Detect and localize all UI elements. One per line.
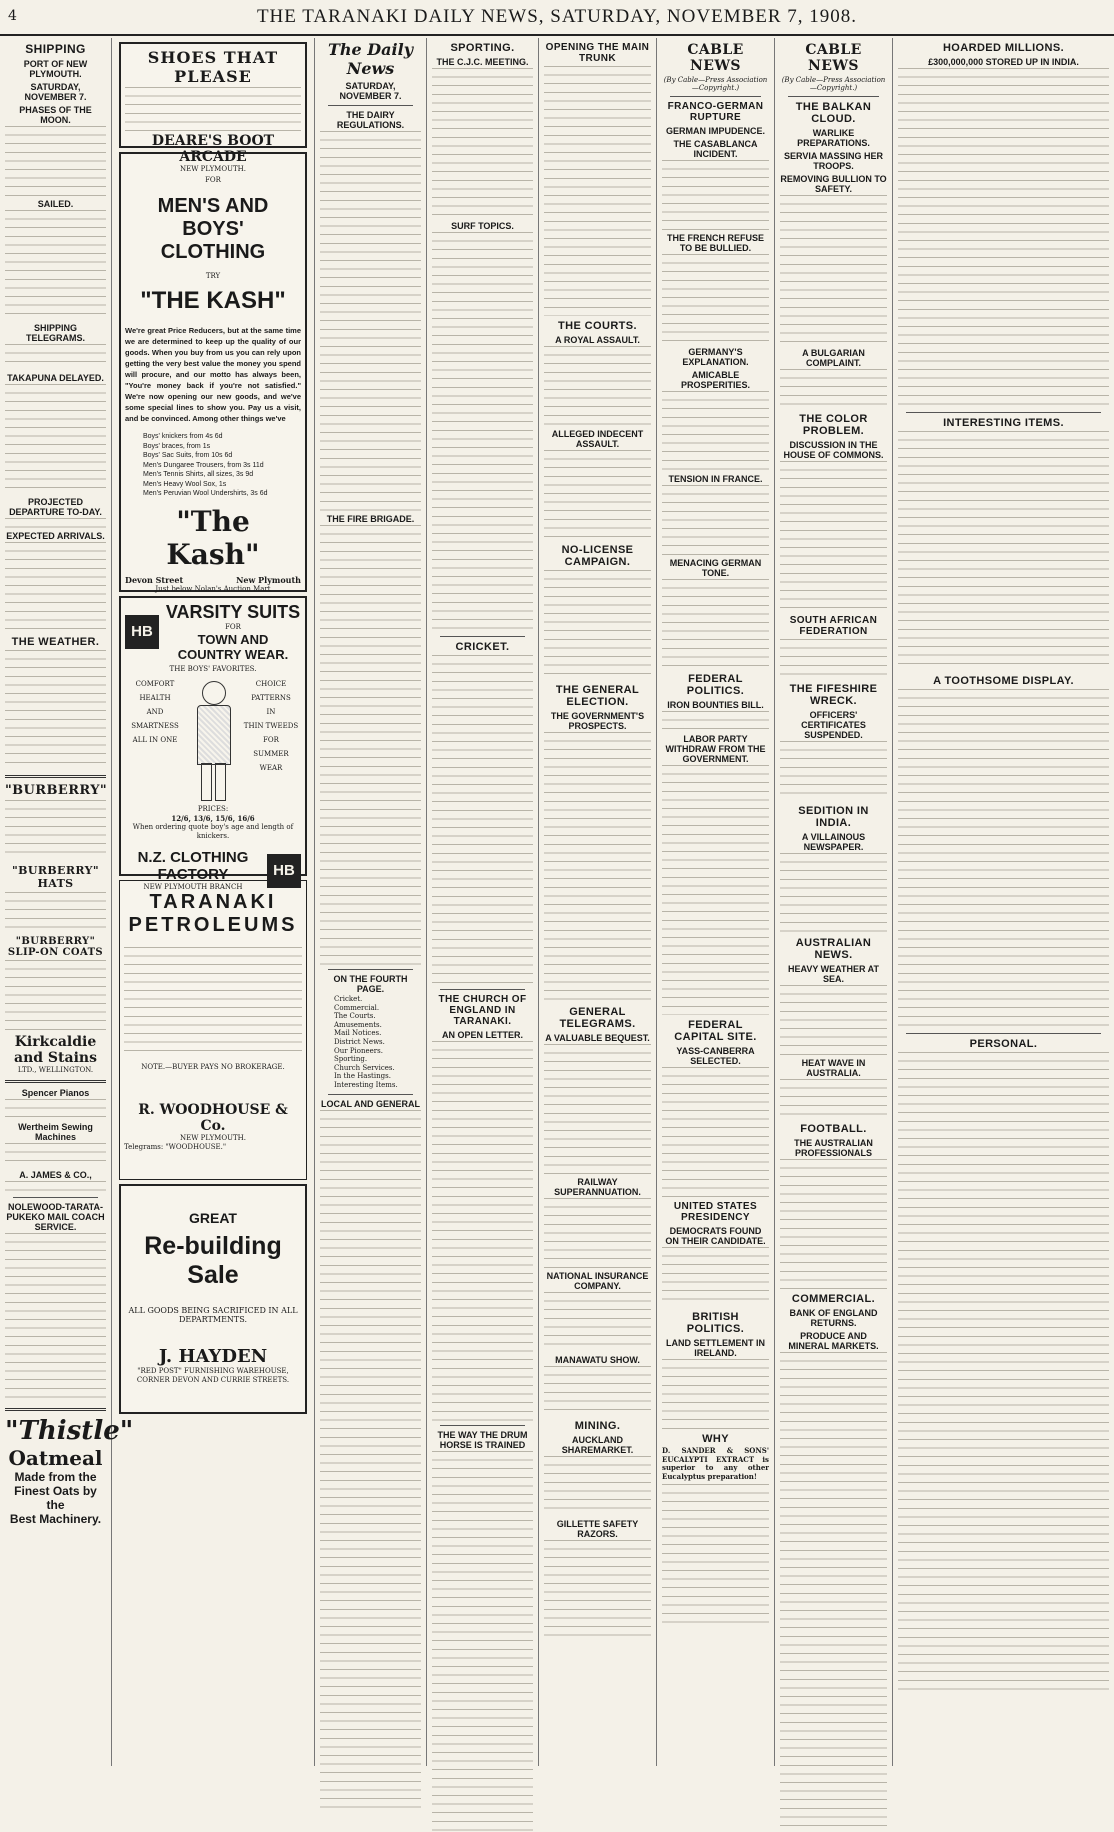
fourth-page-item: Interesting Items. bbox=[334, 1080, 398, 1089]
fourth-page-item: Our Pioneers. bbox=[334, 1046, 383, 1055]
subheading: LAND SETTLEMENT IN IRELAND. bbox=[666, 1338, 765, 1358]
varsity-favorites: THE BOYS' FAVORITES. bbox=[169, 665, 257, 673]
section-heading: THE FIFESHIRE WRECK. bbox=[789, 683, 878, 707]
text-block bbox=[432, 655, 533, 985]
divider bbox=[670, 96, 761, 97]
kash-clothing: CLOTHING bbox=[160, 241, 266, 263]
column-shipping bbox=[0, 38, 134, 1766]
section-heading: PERSONAL. bbox=[969, 1038, 1038, 1050]
subheading: A BULGARIAN COMPLAINT. bbox=[802, 348, 865, 368]
hayden-name: J. HAYDEN bbox=[158, 1346, 268, 1367]
subheading: AN OPEN LETTER. bbox=[441, 1030, 523, 1040]
subheading: THE CASABLANCA INCIDENT. bbox=[673, 139, 758, 159]
kash-item: Men's Dungaree Trousers, from 3s 11d bbox=[143, 461, 264, 469]
choice-line: THIN TWEEDS bbox=[243, 722, 299, 730]
text-block bbox=[780, 741, 887, 801]
text-block bbox=[780, 1352, 887, 1832]
boy-illustration bbox=[191, 681, 235, 801]
text-block bbox=[432, 1451, 533, 1831]
section-heading: THE GENERAL ELECTION. bbox=[555, 684, 640, 708]
column-items bbox=[893, 38, 1114, 1766]
section-heading: INTERESTING ITEMS. bbox=[943, 417, 1064, 429]
section-heading: NO-LICENSE CAMPAIGN. bbox=[561, 544, 634, 568]
text-block bbox=[898, 68, 1109, 408]
section-heading: THE CHURCH OF ENGLAND IN TARANAKI. bbox=[438, 994, 527, 1027]
divider bbox=[906, 412, 1101, 413]
divider bbox=[788, 96, 879, 97]
section-heading: SPORTING. bbox=[450, 42, 515, 54]
fourth-page-item: Sporting. bbox=[334, 1055, 368, 1064]
subheading: GERMANY'S EXPLANATION. bbox=[682, 347, 749, 367]
kirkcaldie-sub: LTD., WELLINGTON. bbox=[17, 1066, 94, 1074]
text-block bbox=[662, 1247, 769, 1307]
kash-item: Boys' braces, from 1s bbox=[143, 442, 211, 450]
subheading: £300,000,000 STORED UP IN INDIA. bbox=[928, 57, 1079, 67]
subheading: GERMAN IMPUDENCE. bbox=[665, 126, 765, 136]
kash-item: Men's Tennis Shirts, all sizes, 3s 9d bbox=[143, 471, 254, 478]
text-block bbox=[662, 254, 769, 344]
section-heading: OPENING THE MAIN TRUNK bbox=[545, 42, 650, 64]
section-heading: THE COLOR PROBLEM. bbox=[799, 413, 868, 437]
choice-line: WEAR bbox=[259, 764, 283, 772]
kirkcaldie-ad-title: Kirkcaldie and Stains bbox=[14, 1034, 97, 1066]
kash-body: We're great Price Reducers, but at the same time we are determined to keep up the quality of our goods. When you buy from us you can rely upon getting the very best value the money you spend will procure, and our motto has always been, "You're money back if you're not satisfied." We're now opening our new goods, and we've some special lines to show you. Pay us a visit, and be convinced. Among other things we've bbox=[125, 326, 301, 423]
text-block bbox=[5, 344, 106, 370]
subheading: SERVIA MASSING HER TROOPS. bbox=[783, 151, 884, 171]
subheading: Wertheim Sewing Machines bbox=[18, 1122, 93, 1142]
text-block bbox=[544, 1366, 651, 1416]
deares-name: DEARE'S BOOT ARCADE bbox=[151, 133, 275, 165]
subheading: A. JAMES & CO., bbox=[19, 1170, 92, 1180]
divider bbox=[440, 1425, 525, 1426]
fourth-page-list bbox=[334, 995, 421, 1090]
text-block bbox=[5, 210, 106, 320]
shoes-ad-title: SHOES THAT PLEASE bbox=[147, 48, 279, 86]
text-block bbox=[5, 960, 106, 1030]
text-block bbox=[662, 160, 769, 230]
fourth-page-item: Mail Notices. bbox=[334, 1029, 382, 1038]
section-heading: THE WEATHER. bbox=[11, 636, 100, 648]
choice-line: CHOICE PATTERNS bbox=[251, 680, 291, 702]
deares-sub: NEW PLYMOUTH. bbox=[180, 165, 246, 173]
text-block bbox=[5, 1233, 106, 1403]
choice-line: IN bbox=[266, 708, 276, 716]
text-block bbox=[5, 542, 106, 632]
masthead-title: THE TARANAKI DAILY NEWS, SATURDAY, NOVEMBER 7, 1908. bbox=[256, 6, 858, 27]
column-general bbox=[539, 38, 657, 1766]
comfort-line: SMARTNESS bbox=[131, 722, 179, 730]
shoes-ad bbox=[119, 42, 307, 173]
comfort-line: COMFORT bbox=[135, 680, 175, 688]
woodhouse-name: R. WOODHOUSE & Co. bbox=[138, 1102, 288, 1134]
text-block bbox=[662, 579, 769, 669]
subheading: DEMOCRATS FOUND ON THEIR CANDIDATE. bbox=[665, 1226, 766, 1246]
subheading: THE DAIRY REGULATIONS. bbox=[336, 110, 405, 130]
section-heading: FEDERAL POLITICS. bbox=[686, 673, 745, 697]
fourth-page-item: Church Services. bbox=[334, 1063, 395, 1072]
text-block bbox=[544, 346, 651, 426]
subheading: OFFICERS' CERTIFICATES SUSPENDED. bbox=[801, 710, 866, 740]
subheading: NOLEWOOD-TARATA-PUKEKO MAIL COACH SERVICE. bbox=[6, 1202, 105, 1232]
subheading: THE FRENCH REFUSE TO BE BULLIED. bbox=[666, 233, 764, 253]
petro-note: NOTE.—BUYER PAYS NO BROKERAGE. bbox=[141, 1063, 285, 1071]
fourth-page-item: Cricket. bbox=[334, 995, 363, 1003]
woodhouse-sub: NEW PLYMOUTH. bbox=[180, 1134, 246, 1142]
text-block bbox=[898, 1052, 1109, 1692]
comfort-line: ALL IN ONE bbox=[132, 736, 178, 744]
subheading: LOCAL AND GENERAL bbox=[321, 1098, 420, 1109]
kash-nolan: Just below Nolan's Auction Mart bbox=[155, 584, 271, 593]
text-block bbox=[662, 1067, 769, 1197]
text-block bbox=[124, 947, 302, 1057]
text-block bbox=[320, 131, 421, 511]
subheading: THE WAY THE DRUM HORSE IS TRAINED bbox=[437, 1430, 528, 1450]
choice-line: SUMMER bbox=[253, 750, 289, 758]
section-heading: BRITISH POLITICS. bbox=[686, 1311, 745, 1335]
text-block bbox=[544, 1456, 651, 1516]
text-block bbox=[662, 391, 769, 471]
subheading: SATURDAY, NOVEMBER 7. bbox=[24, 82, 87, 102]
oatmeal-title: Oatmeal bbox=[8, 1446, 103, 1470]
divider bbox=[328, 969, 413, 970]
oatmeal-line: Best Machinery. bbox=[9, 1512, 102, 1526]
comfort-line: AND bbox=[146, 708, 164, 716]
text-block bbox=[432, 232, 533, 632]
taranaki-title: TARANAKI bbox=[149, 891, 277, 913]
subheading: PORT OF NEW PLYMOUTH. bbox=[23, 59, 88, 79]
section-heading: CABLE NEWS bbox=[687, 42, 744, 74]
section-heading: AUSTRALIAN NEWS. bbox=[795, 937, 872, 961]
fourth-page-item: In the Hastings. bbox=[334, 1072, 391, 1081]
subheading: NATIONAL INSURANCE COMPANY. bbox=[546, 1271, 649, 1291]
text-block bbox=[5, 1099, 106, 1119]
subheading: SATURDAY, NOVEMBER 7. bbox=[339, 81, 402, 101]
petroleums-ad bbox=[119, 880, 307, 1180]
text-block bbox=[5, 800, 106, 860]
subheading: AUCKLAND SHAREMARKET. bbox=[561, 1435, 634, 1455]
choice-line: FOR bbox=[263, 736, 279, 744]
text-block bbox=[5, 126, 106, 196]
subheading: RAILWAY SUPERANNUATION. bbox=[554, 1177, 641, 1197]
fourth-page-item: The Courts. bbox=[334, 1012, 376, 1021]
ordering-note: When ordering quote boy's age and length of knickers. bbox=[132, 823, 294, 840]
text-block bbox=[544, 1292, 651, 1352]
subheading: SURF TOPICS. bbox=[451, 221, 514, 231]
text-block bbox=[662, 1359, 769, 1429]
text-block bbox=[5, 650, 106, 770]
oatmeal-line: Finest Oats by the bbox=[14, 1484, 97, 1512]
divider bbox=[5, 775, 106, 778]
text-block bbox=[5, 384, 106, 494]
text-block bbox=[432, 68, 533, 218]
subheading: LABOR PARTY WITHDRAW FROM THE GOVERNMENT. bbox=[665, 734, 766, 764]
text-block bbox=[5, 1143, 106, 1167]
text-block bbox=[320, 1110, 421, 1810]
hb-logo: HB bbox=[125, 615, 159, 649]
thistle-ad-title: "Thistle" bbox=[5, 1416, 134, 1446]
section-heading: FRANCO-GERMAN RUPTURE bbox=[667, 101, 764, 123]
subheading: YASS-CANBERRA SELECTED. bbox=[676, 1046, 755, 1066]
subheading: PHASES OF THE MOON. bbox=[19, 105, 92, 125]
text-block bbox=[898, 689, 1109, 1029]
nzcf-footer bbox=[125, 849, 301, 892]
section-heading: A TOOTHSOME DISPLAY. bbox=[933, 675, 1074, 687]
kash-ad bbox=[119, 152, 307, 592]
varsity-body bbox=[125, 677, 301, 805]
kash-try: TRY bbox=[205, 272, 221, 280]
varsity-titles bbox=[165, 602, 301, 662]
subheading: REMOVING BULLION TO SAFETY. bbox=[780, 174, 887, 194]
rebuilding-title: Re-building Sale bbox=[144, 1232, 282, 1289]
subheading: PROJECTED DEPARTURE TO-DAY. bbox=[9, 497, 102, 517]
great-label: GREAT bbox=[189, 1210, 237, 1226]
subheading: THE C.J.C. MEETING. bbox=[436, 57, 529, 67]
hb-logo: HB bbox=[267, 854, 301, 888]
divider bbox=[5, 1080, 106, 1083]
fourth-page-item: Amusements. bbox=[334, 1020, 382, 1029]
kash-big-name: "The Kash" bbox=[166, 504, 260, 571]
text-block bbox=[5, 1181, 106, 1193]
kash-item: Men's Heavy Wool Sox, 1s bbox=[143, 480, 227, 488]
nzcf-titles bbox=[125, 849, 261, 892]
subheading: AMICABLE PROSPERITIES. bbox=[680, 370, 751, 390]
kash-town: New Plymouth bbox=[236, 574, 301, 585]
text-block bbox=[320, 525, 421, 965]
subheading: Spencer Pianos bbox=[21, 1088, 90, 1098]
text-block bbox=[544, 450, 651, 540]
text-block bbox=[780, 369, 887, 409]
masthead bbox=[0, 0, 1114, 36]
subheading: SHIPPING TELEGRAMS. bbox=[25, 323, 85, 343]
subheading: DISCUSSION IN THE HOUSE OF COMMONS. bbox=[783, 440, 884, 460]
text-block bbox=[125, 87, 301, 131]
subheading: IRON BOUNTIES BILL. bbox=[667, 700, 764, 710]
divider bbox=[440, 989, 525, 990]
text-block bbox=[662, 485, 769, 555]
subheading: TAKAPUNA DELAYED. bbox=[7, 373, 104, 383]
text-block bbox=[544, 66, 651, 316]
subheading: ON THE FOURTH PAGE. bbox=[333, 974, 408, 994]
copyright-note: (By Cable—Press Association—Copyright.) bbox=[781, 76, 886, 92]
text-block bbox=[544, 570, 651, 680]
text-block bbox=[780, 853, 887, 933]
subheading: GILLETTE SAFETY RAZORS. bbox=[556, 1519, 639, 1539]
section-heading: GENERAL TELEGRAMS. bbox=[559, 1006, 636, 1030]
section-heading: FOOTBALL. bbox=[800, 1123, 867, 1135]
nzcf-title: N.Z. CLOTHING FACTORY bbox=[137, 849, 249, 883]
petroleums-title: PETROLEUMS bbox=[128, 914, 298, 936]
kash-item: Boys' knickers from 4s 6d bbox=[143, 433, 223, 440]
section-heading: HOARDED MILLIONS. bbox=[942, 42, 1065, 54]
section-heading: COMMERCIAL. bbox=[791, 1293, 876, 1305]
divider bbox=[906, 1033, 1101, 1034]
sander-ad-text: D. SANDER & SONS' EUCALYPTI EXTRACT is superior to any other Eucalyptus preparation! bbox=[662, 1446, 769, 1481]
divider bbox=[328, 1094, 413, 1095]
varsity-for: FOR bbox=[225, 623, 241, 631]
section-heading: SOUTH AFRICAN FEDERATION bbox=[789, 615, 878, 637]
sacrificed-line: ALL GOODS BEING SACRIFICED IN ALL DEPARTMENTS. bbox=[128, 1306, 298, 1324]
nzcf-branch: NEW PLYMOUTH BRANCH bbox=[143, 883, 243, 891]
subheading: TENSION IN FRANCE. bbox=[668, 474, 763, 484]
text-block bbox=[898, 431, 1109, 671]
section-heading: UNITED STATES PRESIDENCY bbox=[673, 1201, 758, 1223]
varsity-title: VARSITY SUITS bbox=[165, 602, 301, 622]
subheading: SAILED. bbox=[37, 199, 74, 209]
subheading: ALLEGED INDECENT ASSAULT. bbox=[551, 429, 644, 449]
choice-list bbox=[241, 677, 301, 775]
section-heading: FEDERAL CAPITAL SITE. bbox=[674, 1019, 757, 1043]
text-block bbox=[780, 461, 887, 611]
kash-item-list bbox=[143, 432, 301, 499]
text-block bbox=[780, 1079, 887, 1119]
text-block bbox=[5, 518, 106, 528]
divider bbox=[440, 636, 525, 637]
varsity-town: TOWN AND COUNTRY WEAR. bbox=[177, 632, 289, 662]
section-heading: MINING. bbox=[574, 1420, 621, 1432]
section-heading: THE BALKAN CLOUD. bbox=[795, 101, 872, 125]
subheading: HEAT WAVE IN AUSTRALIA. bbox=[801, 1058, 866, 1078]
text-block bbox=[780, 985, 887, 1055]
subheading: EXPECTED ARRIVALS. bbox=[6, 531, 105, 541]
divider bbox=[328, 105, 413, 106]
ad-heading: "BURBERRY" bbox=[5, 783, 108, 798]
divider bbox=[5, 1408, 106, 1411]
subheading: THE AUSTRALIAN PROFESSIONALS bbox=[794, 1138, 873, 1158]
editorial-title: The Daily News bbox=[328, 40, 413, 78]
kash-address bbox=[125, 575, 301, 585]
text-block bbox=[662, 1484, 769, 1624]
fourth-page-item: Commercial. bbox=[334, 1003, 380, 1012]
text-block bbox=[662, 765, 769, 1015]
text-block bbox=[780, 1159, 887, 1289]
comfort-line: HEALTH bbox=[139, 694, 171, 702]
subheading: A VALUABLE BEQUEST. bbox=[545, 1033, 650, 1043]
text-block bbox=[544, 1540, 651, 1640]
section-heading: CABLE NEWS bbox=[805, 42, 862, 74]
column-cable-news-1 bbox=[657, 38, 775, 1766]
section-heading: SEDITION IN INDIA. bbox=[798, 805, 869, 829]
text-block bbox=[544, 1198, 651, 1268]
subheading: PRODUCE AND MINERAL MARKETS. bbox=[788, 1331, 879, 1351]
subheading: MANAWATU SHOW. bbox=[555, 1355, 640, 1365]
text-block bbox=[544, 732, 651, 1002]
fourth-page-item: District News. bbox=[334, 1037, 385, 1046]
kash-mens: MEN'S AND BOYS' bbox=[157, 195, 269, 240]
kash-item: Boys' Sac Suits, from 10s 6d bbox=[143, 452, 233, 459]
text-block bbox=[5, 892, 106, 932]
subheading: MENACING GERMAN TONE. bbox=[669, 558, 762, 578]
text-block bbox=[432, 1041, 533, 1421]
section-heading: THE COURTS. bbox=[558, 320, 637, 332]
subheading: A ROYAL ASSAULT. bbox=[555, 335, 640, 345]
kash-street: Devon Street bbox=[125, 574, 184, 585]
text-block bbox=[662, 711, 769, 731]
page-number: 4 bbox=[8, 8, 17, 24]
column-editorial bbox=[315, 38, 427, 1766]
column-cable-news-2 bbox=[775, 38, 893, 1766]
red-post: "RED POST" FURNISHING WAREHOUSE, bbox=[137, 1367, 289, 1375]
section-heading: SHIPPING bbox=[25, 42, 86, 56]
woodhouse-telegrams: Telegrams: "WOODHOUSE." bbox=[124, 1143, 227, 1151]
subheading: A VILLAINOUS NEWSPAPER. bbox=[801, 832, 866, 852]
prices-label: PRICES: bbox=[197, 805, 229, 813]
kash-for: FOR bbox=[205, 176, 221, 184]
hayden-ad bbox=[119, 1184, 307, 1414]
kash-item: Men's Peruvian Wool Undershirts, 3s 6d bbox=[143, 490, 268, 497]
subheading: THE GOVERNMENT'S PROSPECTS. bbox=[550, 711, 645, 731]
oatmeal-line: Made from the bbox=[14, 1470, 97, 1484]
section-heading: CRICKET. bbox=[455, 641, 510, 653]
section-heading: WHY bbox=[702, 1433, 729, 1445]
subheading: BANK OF ENGLAND RETURNS. bbox=[789, 1308, 878, 1328]
divider bbox=[13, 1197, 98, 1198]
text-block bbox=[780, 639, 887, 679]
ad-heading: "BURBERRY" HATS bbox=[12, 864, 99, 890]
text-block bbox=[780, 195, 887, 345]
varsity-header bbox=[125, 602, 301, 662]
column-advertisements bbox=[112, 38, 315, 1766]
subheading: WARLIKE PREPARATIONS. bbox=[797, 128, 870, 148]
column-sporting bbox=[427, 38, 539, 1766]
kash-name: "THE KASH" bbox=[140, 287, 286, 314]
subheading: HEAVY WEATHER AT SEA. bbox=[787, 964, 879, 984]
corner-address: CORNER DEVON AND CURRIE STREETS. bbox=[136, 1376, 290, 1384]
copyright-note: (By Cable—Press Association—Copyright.) bbox=[663, 76, 768, 92]
text-block bbox=[544, 1044, 651, 1174]
prices-values: 12/6, 13/6, 15/6, 16/6 bbox=[171, 814, 255, 823]
subheading: THE FIRE BRIGADE. bbox=[326, 514, 415, 524]
comfort-list bbox=[125, 677, 185, 747]
varsity-ad bbox=[119, 596, 307, 891]
ad-heading: "BURBERRY" SLIP-ON COATS bbox=[7, 936, 104, 958]
